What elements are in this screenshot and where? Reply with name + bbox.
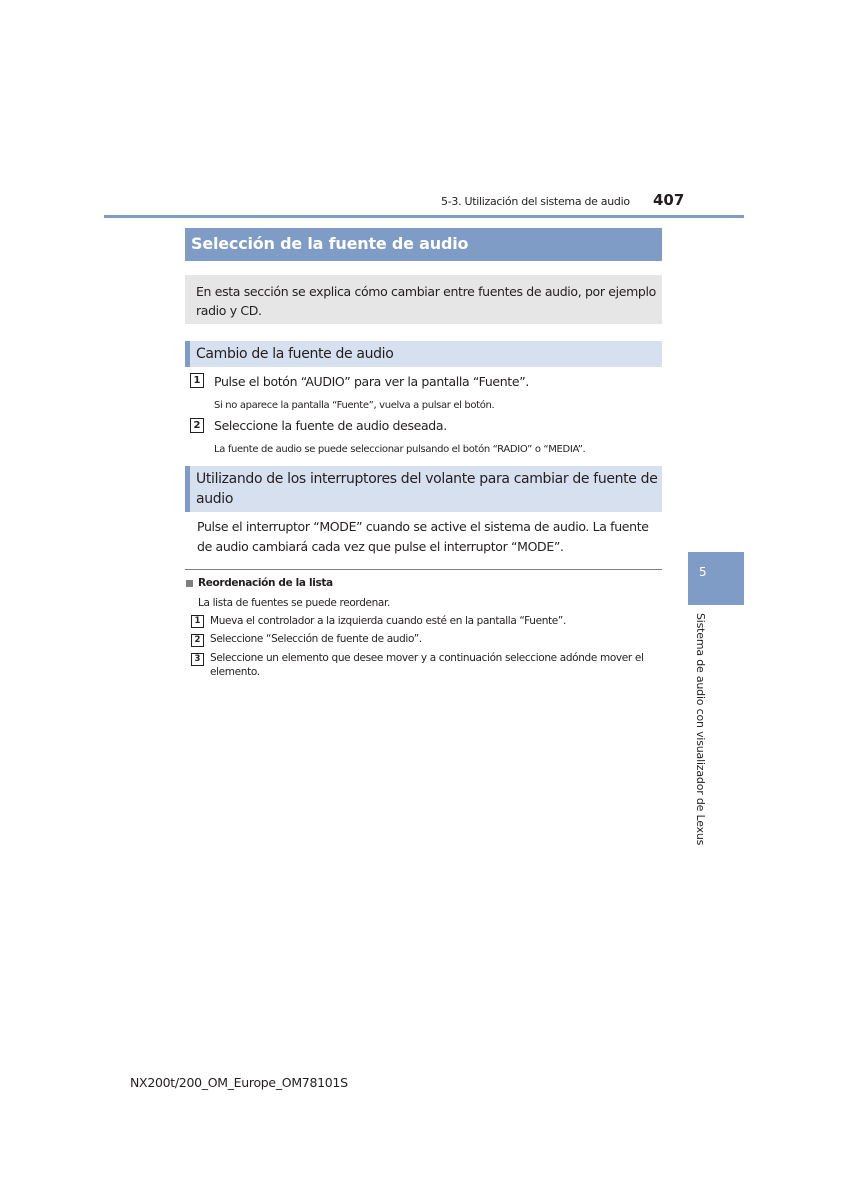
reorder-intro: La lista de fuentes se puede reordenar.	[198, 597, 390, 609]
reorder-step-2-text: Seleccione “Selección de fuente de audio”.	[210, 633, 422, 645]
reorder-step-number-3: 3	[191, 653, 204, 666]
section-heading-text: Cambio de la fuente de audio	[196, 346, 394, 362]
intro-text: En esta sección se explica cómo cambiar entre fuentes de audio, por ejemplo radio y CD.	[196, 284, 656, 318]
section-heading-change-source	[185, 341, 662, 367]
running-header-section: 5-3. Utilización del sistema de audio	[441, 195, 630, 208]
section-heading-steering-switches	[185, 466, 662, 512]
reorder-step-3-text: Seleccione un elemento que desee mover y a continuación seleccione adónde mover el elemento.	[210, 652, 644, 678]
section-divider	[185, 569, 662, 570]
step-number-1: 1	[190, 373, 204, 388]
step-number-2: 2	[190, 418, 204, 433]
reorder-step-number-2: 2	[191, 634, 204, 647]
reorder-step-number-1: 1	[191, 615, 204, 628]
reorder-heading: Reordenación de la lista	[198, 577, 333, 589]
document-code: NX200t/200_OM_Europe_OM78101S	[130, 1075, 348, 1090]
section-heading-accent	[185, 341, 190, 367]
section-heading-text: Utilizando de los interruptores del volante para cambiar de fuente de audio	[196, 471, 658, 507]
intro-box	[185, 275, 662, 324]
step-1-text: Pulse el botón “AUDIO” para ver la pantalla “Fuente”.	[214, 374, 529, 389]
page-title-bar	[185, 228, 662, 261]
header-rule	[104, 215, 744, 218]
bullet-square-icon	[186, 580, 193, 587]
step-1-note: Si no aparece la pantalla “Fuente”, vuelva a pulsar el botón.	[214, 400, 495, 411]
step-2-text: Seleccione la fuente de audio deseada.	[214, 418, 447, 433]
step-2-note: La fuente de audio se puede seleccionar pulsando el botón “RADIO” o “MEDIA”.	[214, 444, 586, 455]
reorder-step-1-text: Mueva el controlador a la izquierda cuando esté en la pantalla “Fuente”.	[210, 615, 566, 627]
chapter-title-vertical: Sistema de audio con visualizador de Lexus	[694, 613, 707, 846]
chapter-tab	[688, 552, 744, 605]
chapter-number: 5	[699, 565, 707, 579]
section-heading-accent	[185, 466, 190, 512]
steering-switch-paragraph: Pulse el interruptor “MODE” cuando se active el sistema de audio. La fuente de audio cambiará cada vez que pulse el interruptor “MODE”.	[197, 519, 649, 554]
page-number: 407	[653, 191, 685, 209]
page-title: Selección de la fuente de audio	[191, 234, 469, 253]
